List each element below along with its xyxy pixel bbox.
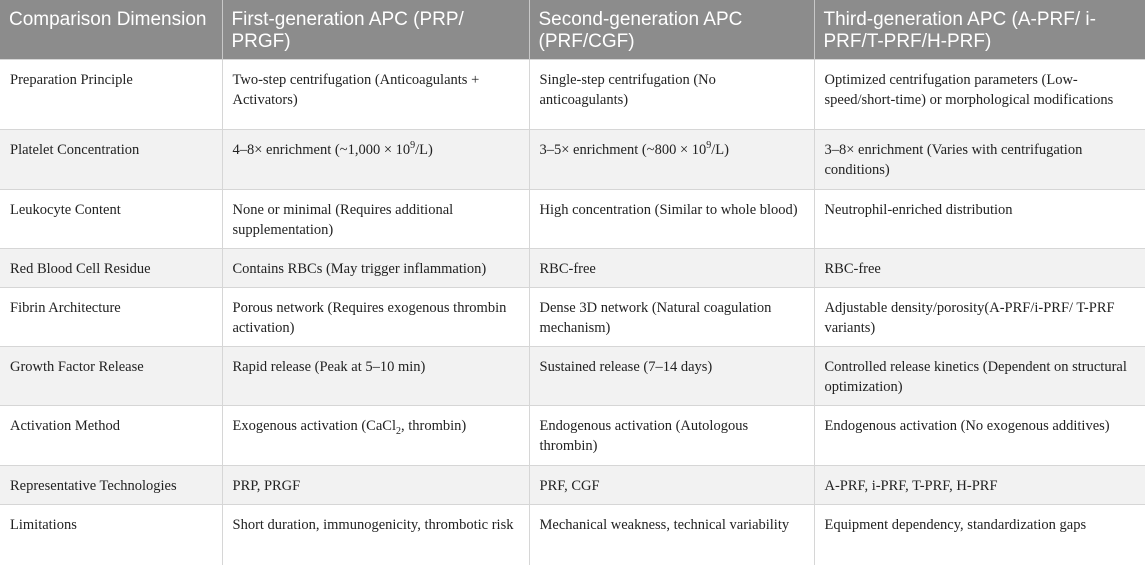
row-dimension: Red Blood Cell Residue — [0, 249, 222, 288]
cell-text: /L) — [711, 142, 729, 158]
row-dimension: Platelet Concentration — [0, 130, 222, 190]
subscript: 2 — [396, 425, 401, 437]
cell-third-generation: Controlled release kinetics (Dependent on structural optimization) — [814, 347, 1145, 406]
cell-third-generation: Equipment dependency, standardization gaps — [814, 505, 1145, 565]
cell-text: 4–8× enrichment (~1,000 × 10 — [232, 142, 411, 158]
cell-first-generation: Porous network (Requires exogenous thrombin activation) — [222, 288, 529, 347]
table-row — [0, 466, 1145, 505]
cell-first-generation: Short duration, immunogenicity, thrombotic risk — [222, 505, 529, 565]
cell-second-generation: PRF, CGF — [529, 466, 814, 505]
cell-text: /L) — [415, 142, 433, 158]
row-dimension: Preparation Principle — [0, 60, 222, 130]
cell-second-generation: High concentration (Similar to whole blood) — [529, 190, 814, 249]
row-dimension: Activation Method — [0, 406, 222, 466]
row-dimension: Limitations — [0, 505, 222, 565]
cell-third-generation: A-PRF, i-PRF, T-PRF, H-PRF — [814, 466, 1145, 505]
cell-second-generation: Mechanical weakness, technical variability — [529, 505, 814, 565]
cell-text: , thrombin) — [401, 418, 467, 434]
header-first-generation: First-generation APC (PRP/ PRGF) — [222, 0, 529, 60]
cell-first-generation — [222, 130, 529, 190]
table-row — [0, 130, 1145, 190]
cell-text: Exogenous activation (CaCl — [232, 418, 396, 434]
cell-text: 3–5× enrichment (~800 × 10 — [539, 142, 707, 158]
table-row — [0, 249, 1145, 288]
cell-third-generation: 3–8× enrichment (Varies with centrifugation conditions) — [814, 130, 1145, 190]
superscript: 9 — [410, 140, 416, 152]
cell-third-generation: RBC-free — [814, 249, 1145, 288]
superscript: 9 — [706, 140, 712, 152]
row-dimension: Growth Factor Release — [0, 347, 222, 406]
cell-third-generation: Optimized centrifugation parameters (Low-speed/short-time) or morphological modifications — [814, 60, 1145, 130]
cell-first-generation: Rapid release (Peak at 5–10 min) — [222, 347, 529, 406]
cell-second-generation: Dense 3D network (Natural coagulation mechanism) — [529, 288, 814, 347]
table-row — [0, 288, 1145, 347]
cell-third-generation: Adjustable density/porosity(A-PRF/i-PRF/ T-PRF variants) — [814, 288, 1145, 347]
header-comparison-dimension: Comparison Dimension — [0, 0, 222, 60]
row-dimension: Fibrin Architecture — [0, 288, 222, 347]
cell-first-generation: None or minimal (Requires additional supplementation) — [222, 190, 529, 249]
cell-first-generation — [222, 406, 529, 466]
header-third-generation: Third-generation APC (A-PRF/ i-PRF/T-PRF/H-PRF) — [814, 0, 1145, 60]
cell-second-generation: RBC-free — [529, 249, 814, 288]
cell-first-generation: Two-step centrifugation (Anticoagulants + Activators) — [222, 60, 529, 130]
cell-second-generation: Endogenous activation (Autologous thrombin) — [529, 406, 814, 466]
cell-second-generation — [529, 130, 814, 190]
cell-first-generation: PRP, PRGF — [222, 466, 529, 505]
cell-second-generation: Sustained release (7–14 days) — [529, 347, 814, 406]
cell-second-generation: Single-step centrifugation (No anticoagulants) — [529, 60, 814, 130]
table-row — [0, 190, 1145, 249]
cell-third-generation: Endogenous activation (No exogenous additives) — [814, 406, 1145, 466]
cell-first-generation: Contains RBCs (May trigger inflammation) — [222, 249, 529, 288]
table-row — [0, 347, 1145, 406]
table-row — [0, 505, 1145, 565]
table-row — [0, 60, 1145, 130]
header-second-generation: Second-generation APC (PRF/CGF) — [529, 0, 814, 60]
cell-third-generation: Neutrophil-enriched distribution — [814, 190, 1145, 249]
header-row — [0, 0, 1145, 60]
row-dimension: Leukocyte Content — [0, 190, 222, 249]
row-dimension: Representative Technologies — [0, 466, 222, 505]
table-row — [0, 406, 1145, 466]
